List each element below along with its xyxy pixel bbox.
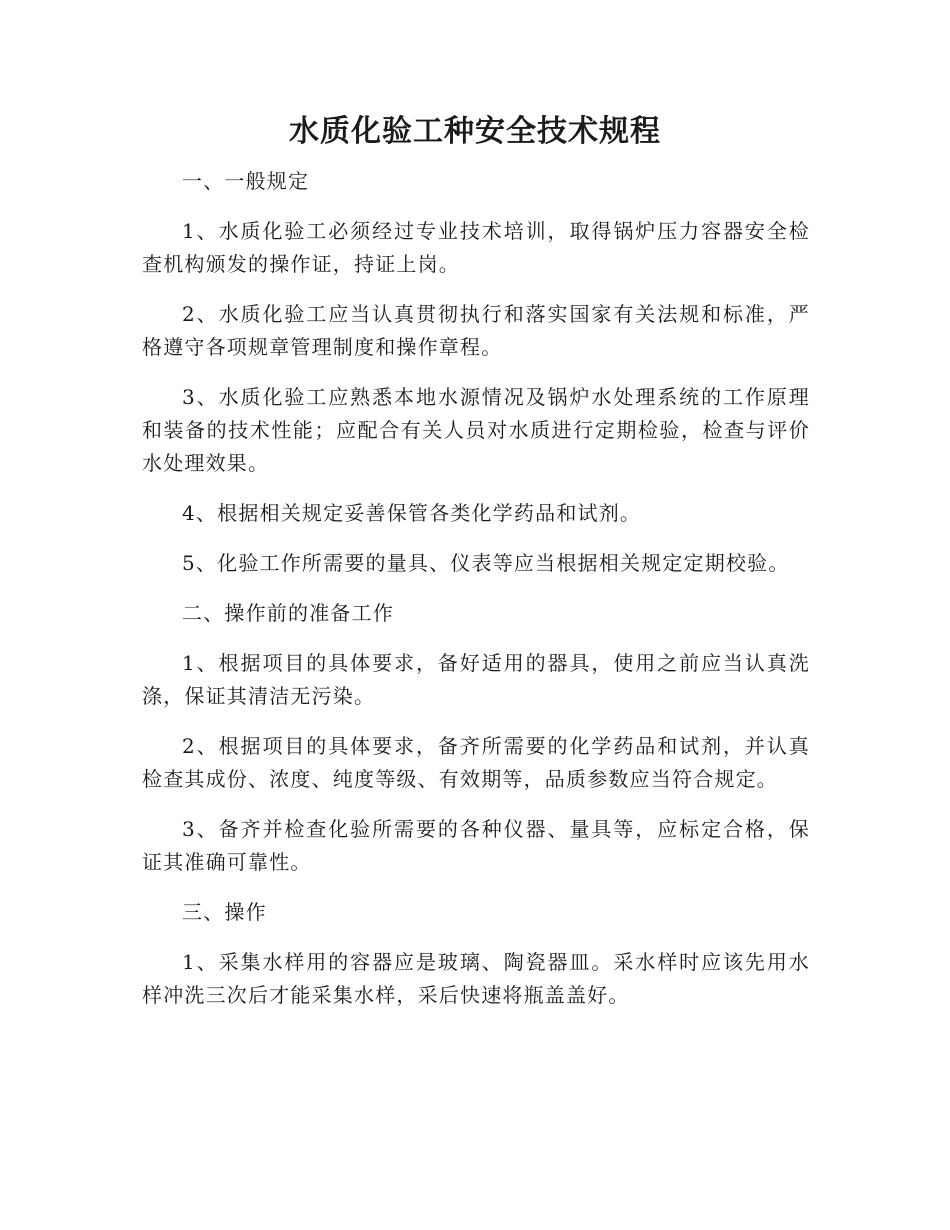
paragraph: 2、水质化验工应当认真贯彻执行和落实国家有关法规和标准，严格遵守各项规章管理制度和操作章程。 [142, 302, 810, 359]
section-heading-operation: 三、操作 [182, 900, 267, 924]
paragraph: 3、水质化验工应熟悉本地水源情况及锅炉水处理系统的工作原理和装备的技术性能；应配合有关人员对水质进行定期检验，检查与评价水处理效果。 [142, 385, 810, 475]
paragraph: 2、根据项目的具体要求，备齐所需要的化学药品和试剂，并认真检查其成份、浓度、纯度等级、有效期等，品质参数应当符合规定。 [142, 734, 810, 791]
document-body [142, 165, 810, 1029]
document-title: 水质化验工种安全技术规程 [289, 114, 661, 149]
paragraph: 1、根据项目的具体要求，备好适用的器具，使用之前应当认真洗涤，保证其清洁无污染。 [142, 651, 810, 708]
paragraph: 1、水质化验工必须经过专业技术培训，取得锅炉压力容器安全检查机构颁发的操作证，持证上岗。 [142, 219, 810, 276]
paragraph: 5、化验工作所需要的量具、仪表等应当根据相关规定定期校验。 [182, 551, 790, 575]
paragraph: 1、采集水样用的容器应是玻璃、陶瓷器皿。采水样时应该先用水样冲洗三次后才能采集水样，采后快速将瓶盖盖好。 [142, 950, 810, 1007]
paragraph: 4、根据相关规定妥善保管各类化学药品和试剂。 [182, 501, 642, 525]
section-heading-general: 一、一般规定 [182, 169, 310, 193]
section-heading-preparation: 二、操作前的准备工作 [182, 601, 394, 625]
paragraph: 3、备齐并检查化验所需要的各种仪器、量具等，应标定合格，保证其准确可靠性。 [142, 817, 810, 874]
